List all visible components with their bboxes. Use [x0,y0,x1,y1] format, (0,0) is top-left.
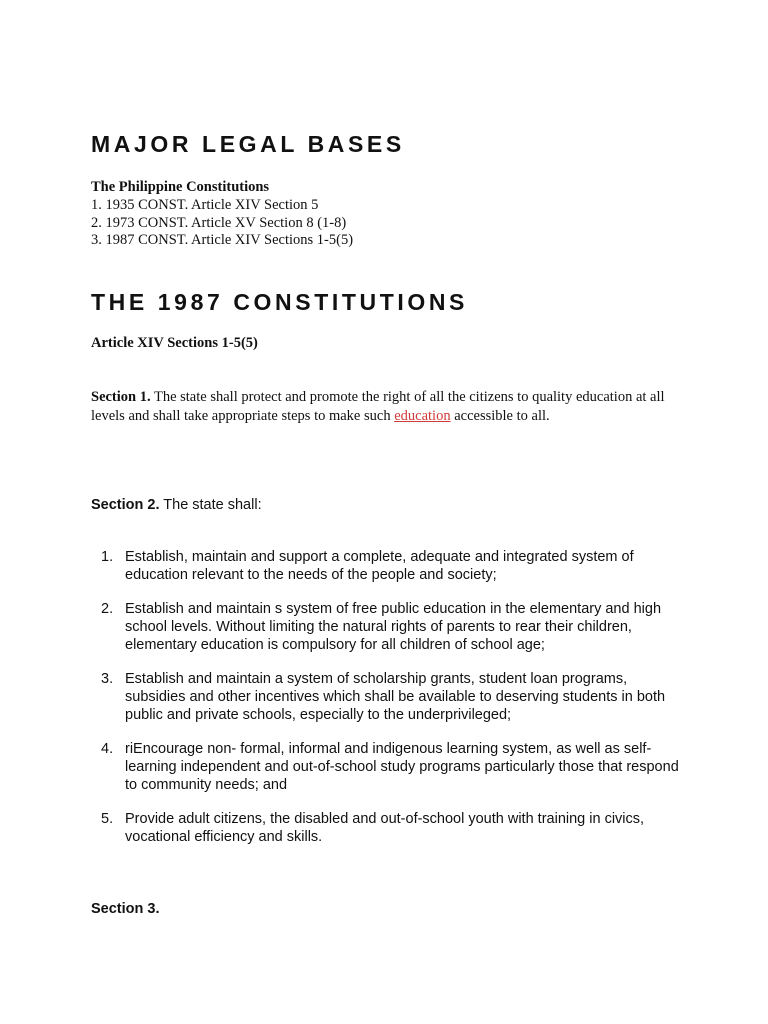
section-2-paragraph [91,496,262,514]
constitution-item: 1. 1935 CONST. Article XIV Section 5 [91,196,319,213]
list-item-number: 2. [101,601,114,617]
section-1-text-end: accessible to all. [450,407,550,424]
list-item [91,740,691,794]
heading-major-legal-bases: MAJOR LEGAL BASES [91,131,405,157]
list-item [91,810,691,846]
article-title: Article XIV Sections 1-5(5) [91,335,258,351]
education-link[interactable]: education [394,407,451,424]
section-2-label: Section 2. [91,497,160,513]
list-item-number: 1. [101,549,114,565]
constitutions-list [91,179,353,250]
section-1-paragraph [91,388,681,425]
list-item [91,670,691,724]
list-item [91,600,691,654]
list-item-number: 5. [101,811,114,827]
section-1-text: The state shall protect and promote the right of all the citizens to quality education at all levels and shall take appropriate steps to make such [91,389,665,424]
section-1-label: Section 1. [91,389,151,405]
constitution-item: 3. 1987 CONST. Article XIV Sections 1-5(5) [91,232,354,249]
list-item-text: Establish and maintain s system of free public education in the elementary and high school levels. Without limiting the natural rights of parents to rear their children, elementary education is compulsory for all children of school age; [125,601,662,653]
constitutions-title: The Philippine Constitutions [91,179,270,195]
list-item [91,548,691,584]
constitution-item: 2. 1973 CONST. Article XV Section 8 (1-8) [91,214,347,231]
heading-1987-constitutions: THE 1987 CONSTITUTIONS [91,289,468,315]
list-item-number: 3. [101,671,114,687]
list-item-number: 4. [101,741,114,757]
section-2-text: The state shall: [159,497,262,513]
section-3-label: Section 3. [91,901,160,917]
list-item-text: Establish and maintain a system of scholarship grants, student loan programs, subsidies and other incentives which shall be available to deserving students in both public and private schools, especially to the underprivileged; [125,671,666,723]
list-item-text: Provide adult citizens, the disabled and out-of-school youth with training in civics, vocational efficiency and skills. [125,811,645,845]
list-item-text: riEncourage non- formal, informal and indigenous learning system, as well as self- learning independent and out-of-school study programs particularly those that respond to community needs; and [125,741,679,793]
list-item-text: Establish, maintain and support a complete, adequate and integrated system of education relevant to the needs of the people and society; [125,549,634,583]
section-2-list [91,548,691,862]
